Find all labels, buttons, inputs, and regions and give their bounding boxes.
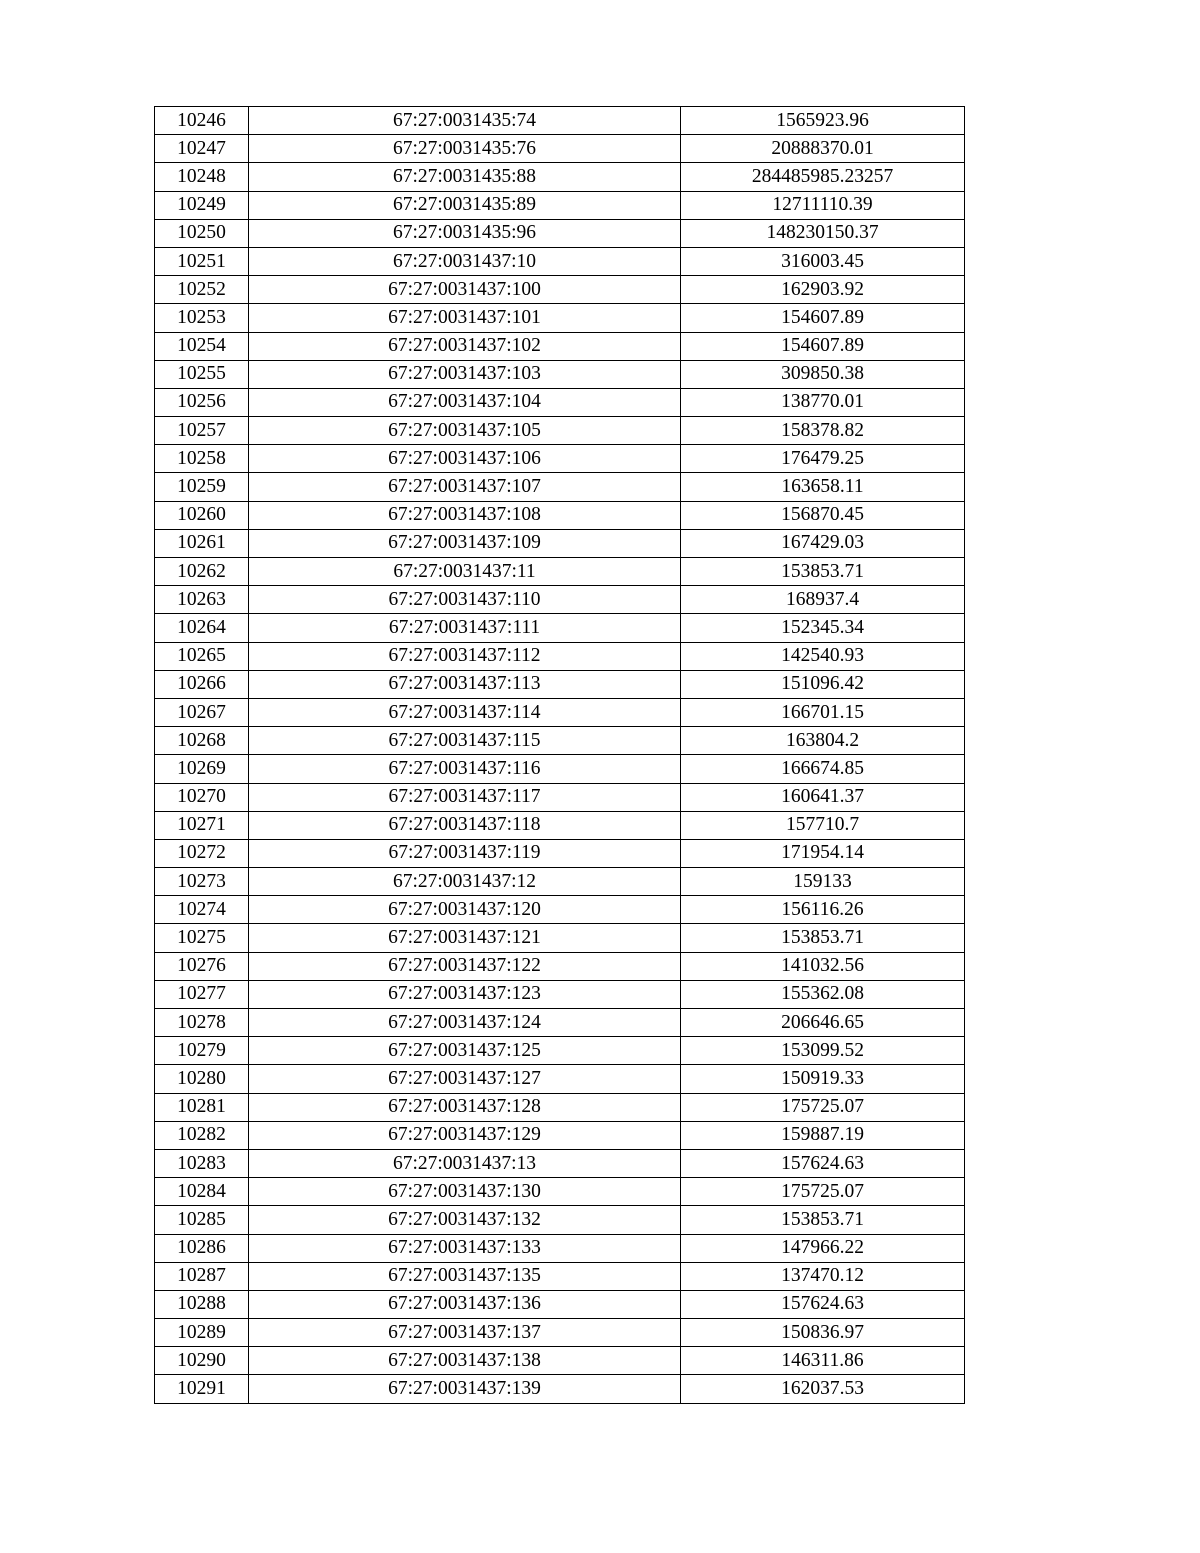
table-row — [155, 304, 965, 332]
value-cell: 1565923.96 — [681, 107, 965, 135]
row-number-cell: 10278 — [155, 1009, 249, 1037]
cadastral-number-cell: 67:27:0031437:104 — [249, 388, 681, 416]
cadastral-number-cell: 67:27:0031437:113 — [249, 670, 681, 698]
cadastral-number-cell: 67:27:0031437:139 — [249, 1375, 681, 1403]
cadastral-number-cell: 67:27:0031437:137 — [249, 1319, 681, 1347]
row-number-cell: 10260 — [155, 501, 249, 529]
value-cell: 159887.19 — [681, 1121, 965, 1149]
row-number-cell: 10269 — [155, 755, 249, 783]
table-row — [155, 1206, 965, 1234]
row-number-cell: 10271 — [155, 811, 249, 839]
value-cell: 171954.14 — [681, 839, 965, 867]
cadastral-number-cell: 67:27:0031435:88 — [249, 163, 681, 191]
cadastral-number-cell: 67:27:0031437:111 — [249, 614, 681, 642]
row-number-cell: 10282 — [155, 1121, 249, 1149]
table-body — [155, 107, 965, 1404]
value-cell: 152345.34 — [681, 614, 965, 642]
value-cell: 160641.37 — [681, 783, 965, 811]
table-row — [155, 276, 965, 304]
value-cell: 162903.92 — [681, 276, 965, 304]
table-row — [155, 417, 965, 445]
table-row — [155, 163, 965, 191]
value-cell: 148230150.37 — [681, 219, 965, 247]
value-cell: 166701.15 — [681, 698, 965, 726]
cadastral-number-cell: 67:27:0031437:124 — [249, 1009, 681, 1037]
row-number-cell: 10285 — [155, 1206, 249, 1234]
cadastral-number-cell: 67:27:0031437:121 — [249, 924, 681, 952]
table-row — [155, 388, 965, 416]
table-row — [155, 755, 965, 783]
cadastral-number-cell: 67:27:0031437:132 — [249, 1206, 681, 1234]
row-number-cell: 10254 — [155, 332, 249, 360]
table-row — [155, 1375, 965, 1403]
row-number-cell: 10277 — [155, 980, 249, 1008]
table-row — [155, 952, 965, 980]
row-number-cell: 10279 — [155, 1037, 249, 1065]
value-cell: 147966.22 — [681, 1234, 965, 1262]
table-row — [155, 868, 965, 896]
table-row — [155, 473, 965, 501]
table-row — [155, 1149, 965, 1177]
value-cell: 156116.26 — [681, 896, 965, 924]
value-cell: 157710.7 — [681, 811, 965, 839]
value-cell: 163658.11 — [681, 473, 965, 501]
table-row — [155, 1093, 965, 1121]
value-cell: 284485985.23257 — [681, 163, 965, 191]
table-row — [155, 1037, 965, 1065]
value-cell: 12711110.39 — [681, 191, 965, 219]
table-row — [155, 135, 965, 163]
table-row — [155, 1234, 965, 1262]
value-cell: 167429.03 — [681, 529, 965, 557]
row-number-cell: 10262 — [155, 558, 249, 586]
cadastral-number-cell: 67:27:0031437:115 — [249, 727, 681, 755]
row-number-cell: 10264 — [155, 614, 249, 642]
value-cell: 153853.71 — [681, 558, 965, 586]
cadastral-number-cell: 67:27:0031437:112 — [249, 642, 681, 670]
value-cell: 146311.86 — [681, 1347, 965, 1375]
row-number-cell: 10272 — [155, 839, 249, 867]
table-row — [155, 247, 965, 275]
value-cell: 153853.71 — [681, 924, 965, 952]
value-cell: 159133 — [681, 868, 965, 896]
row-number-cell: 10246 — [155, 107, 249, 135]
table-row — [155, 924, 965, 952]
value-cell: 142540.93 — [681, 642, 965, 670]
cadastral-number-cell: 67:27:0031435:76 — [249, 135, 681, 163]
row-number-cell: 10280 — [155, 1065, 249, 1093]
value-cell: 137470.12 — [681, 1262, 965, 1290]
value-cell: 154607.89 — [681, 304, 965, 332]
table-row — [155, 839, 965, 867]
value-cell: 156870.45 — [681, 501, 965, 529]
value-cell: 158378.82 — [681, 417, 965, 445]
value-cell: 176479.25 — [681, 445, 965, 473]
cadastral-number-cell: 67:27:0031435:89 — [249, 191, 681, 219]
row-number-cell: 10251 — [155, 247, 249, 275]
cadastral-number-cell: 67:27:0031437:110 — [249, 586, 681, 614]
value-cell: 157624.63 — [681, 1149, 965, 1177]
table-row — [155, 558, 965, 586]
cadastral-number-cell: 67:27:0031437:103 — [249, 360, 681, 388]
table-row — [155, 1290, 965, 1318]
cadastral-number-cell: 67:27:0031437:116 — [249, 755, 681, 783]
table-row — [155, 1347, 965, 1375]
value-cell: 153853.71 — [681, 1206, 965, 1234]
cadastral-number-cell: 67:27:0031437:125 — [249, 1037, 681, 1065]
row-number-cell: 10289 — [155, 1319, 249, 1347]
value-cell: 157624.63 — [681, 1290, 965, 1318]
row-number-cell: 10252 — [155, 276, 249, 304]
value-cell: 316003.45 — [681, 247, 965, 275]
cadastral-number-cell: 67:27:0031437:135 — [249, 1262, 681, 1290]
table-row — [155, 219, 965, 247]
table-row — [155, 896, 965, 924]
value-cell: 175725.07 — [681, 1178, 965, 1206]
row-number-cell: 10270 — [155, 783, 249, 811]
row-number-cell: 10263 — [155, 586, 249, 614]
value-cell: 166674.85 — [681, 755, 965, 783]
table-row — [155, 614, 965, 642]
row-number-cell: 10281 — [155, 1093, 249, 1121]
value-cell: 168937.4 — [681, 586, 965, 614]
cadastral-number-cell: 67:27:0031437:11 — [249, 558, 681, 586]
table-row — [155, 445, 965, 473]
table-row — [155, 811, 965, 839]
row-number-cell: 10283 — [155, 1149, 249, 1177]
table-row — [155, 360, 965, 388]
row-number-cell: 10249 — [155, 191, 249, 219]
table-row — [155, 191, 965, 219]
row-number-cell: 10287 — [155, 1262, 249, 1290]
value-cell: 150836.97 — [681, 1319, 965, 1347]
cadastral-number-cell: 67:27:0031437:108 — [249, 501, 681, 529]
row-number-cell: 10268 — [155, 727, 249, 755]
row-number-cell: 10250 — [155, 219, 249, 247]
value-cell: 309850.38 — [681, 360, 965, 388]
cadastral-number-cell: 67:27:0031437:129 — [249, 1121, 681, 1149]
cadastral-number-cell: 67:27:0031437:120 — [249, 896, 681, 924]
cadastral-number-cell: 67:27:0031437:119 — [249, 839, 681, 867]
cadastral-number-cell: 67:27:0031435:96 — [249, 219, 681, 247]
value-cell: 163804.2 — [681, 727, 965, 755]
cadastral-number-cell: 67:27:0031437:136 — [249, 1290, 681, 1318]
value-cell: 154607.89 — [681, 332, 965, 360]
table-row — [155, 107, 965, 135]
row-number-cell: 10274 — [155, 896, 249, 924]
row-number-cell: 10266 — [155, 670, 249, 698]
row-number-cell: 10273 — [155, 868, 249, 896]
table-row — [155, 642, 965, 670]
value-cell: 138770.01 — [681, 388, 965, 416]
table-row — [155, 1121, 965, 1149]
table-row — [155, 1319, 965, 1347]
row-number-cell: 10261 — [155, 529, 249, 557]
cadastral-number-cell: 67:27:0031437:10 — [249, 247, 681, 275]
row-number-cell: 10267 — [155, 698, 249, 726]
cadastral-number-cell: 67:27:0031437:100 — [249, 276, 681, 304]
row-number-cell: 10286 — [155, 1234, 249, 1262]
cadastral-number-cell: 67:27:0031437:117 — [249, 783, 681, 811]
cadastral-number-cell: 67:27:0031437:133 — [249, 1234, 681, 1262]
row-number-cell: 10265 — [155, 642, 249, 670]
row-number-cell: 10258 — [155, 445, 249, 473]
cadastral-number-cell: 67:27:0031437:114 — [249, 698, 681, 726]
row-number-cell: 10288 — [155, 1290, 249, 1318]
cadastral-number-cell: 67:27:0031437:107 — [249, 473, 681, 501]
cadastral-number-cell: 67:27:0031437:118 — [249, 811, 681, 839]
value-cell: 150919.33 — [681, 1065, 965, 1093]
table-row — [155, 501, 965, 529]
cadastral-number-cell: 67:27:0031437:106 — [249, 445, 681, 473]
value-cell: 20888370.01 — [681, 135, 965, 163]
table-row — [155, 1178, 965, 1206]
value-cell: 175725.07 — [681, 1093, 965, 1121]
cadastral-number-cell: 67:27:0031437:127 — [249, 1065, 681, 1093]
cadastral-number-cell: 67:27:0031437:130 — [249, 1178, 681, 1206]
row-number-cell: 10290 — [155, 1347, 249, 1375]
cadastral-number-cell: 67:27:0031437:128 — [249, 1093, 681, 1121]
cadastre-value-table — [154, 106, 965, 1404]
cadastral-number-cell: 67:27:0031437:109 — [249, 529, 681, 557]
table-row — [155, 332, 965, 360]
row-number-cell: 10256 — [155, 388, 249, 416]
row-number-cell: 10291 — [155, 1375, 249, 1403]
row-number-cell: 10257 — [155, 417, 249, 445]
row-number-cell: 10247 — [155, 135, 249, 163]
cadastral-number-cell: 67:27:0031437:101 — [249, 304, 681, 332]
row-number-cell: 10276 — [155, 952, 249, 980]
cadastral-number-cell: 67:27:0031435:74 — [249, 107, 681, 135]
cadastral-number-cell: 67:27:0031437:138 — [249, 1347, 681, 1375]
value-cell: 141032.56 — [681, 952, 965, 980]
table-row — [155, 980, 965, 1008]
row-number-cell: 10248 — [155, 163, 249, 191]
value-cell: 162037.53 — [681, 1375, 965, 1403]
cadastral-number-cell: 67:27:0031437:102 — [249, 332, 681, 360]
table-row — [155, 698, 965, 726]
cadastral-number-cell: 67:27:0031437:13 — [249, 1149, 681, 1177]
cadastral-number-cell: 67:27:0031437:123 — [249, 980, 681, 1008]
table-row — [155, 1065, 965, 1093]
value-cell: 206646.65 — [681, 1009, 965, 1037]
cadastral-number-cell: 67:27:0031437:12 — [249, 868, 681, 896]
table-row — [155, 783, 965, 811]
row-number-cell: 10255 — [155, 360, 249, 388]
row-number-cell: 10284 — [155, 1178, 249, 1206]
row-number-cell: 10253 — [155, 304, 249, 332]
value-cell: 155362.08 — [681, 980, 965, 1008]
table-row — [155, 670, 965, 698]
table-row — [155, 727, 965, 755]
cadastral-number-cell: 67:27:0031437:122 — [249, 952, 681, 980]
table-row — [155, 1009, 965, 1037]
row-number-cell: 10275 — [155, 924, 249, 952]
row-number-cell: 10259 — [155, 473, 249, 501]
cadastral-number-cell: 67:27:0031437:105 — [249, 417, 681, 445]
value-cell: 151096.42 — [681, 670, 965, 698]
table-row — [155, 1262, 965, 1290]
table-row — [155, 586, 965, 614]
table-row — [155, 529, 965, 557]
value-cell: 153099.52 — [681, 1037, 965, 1065]
